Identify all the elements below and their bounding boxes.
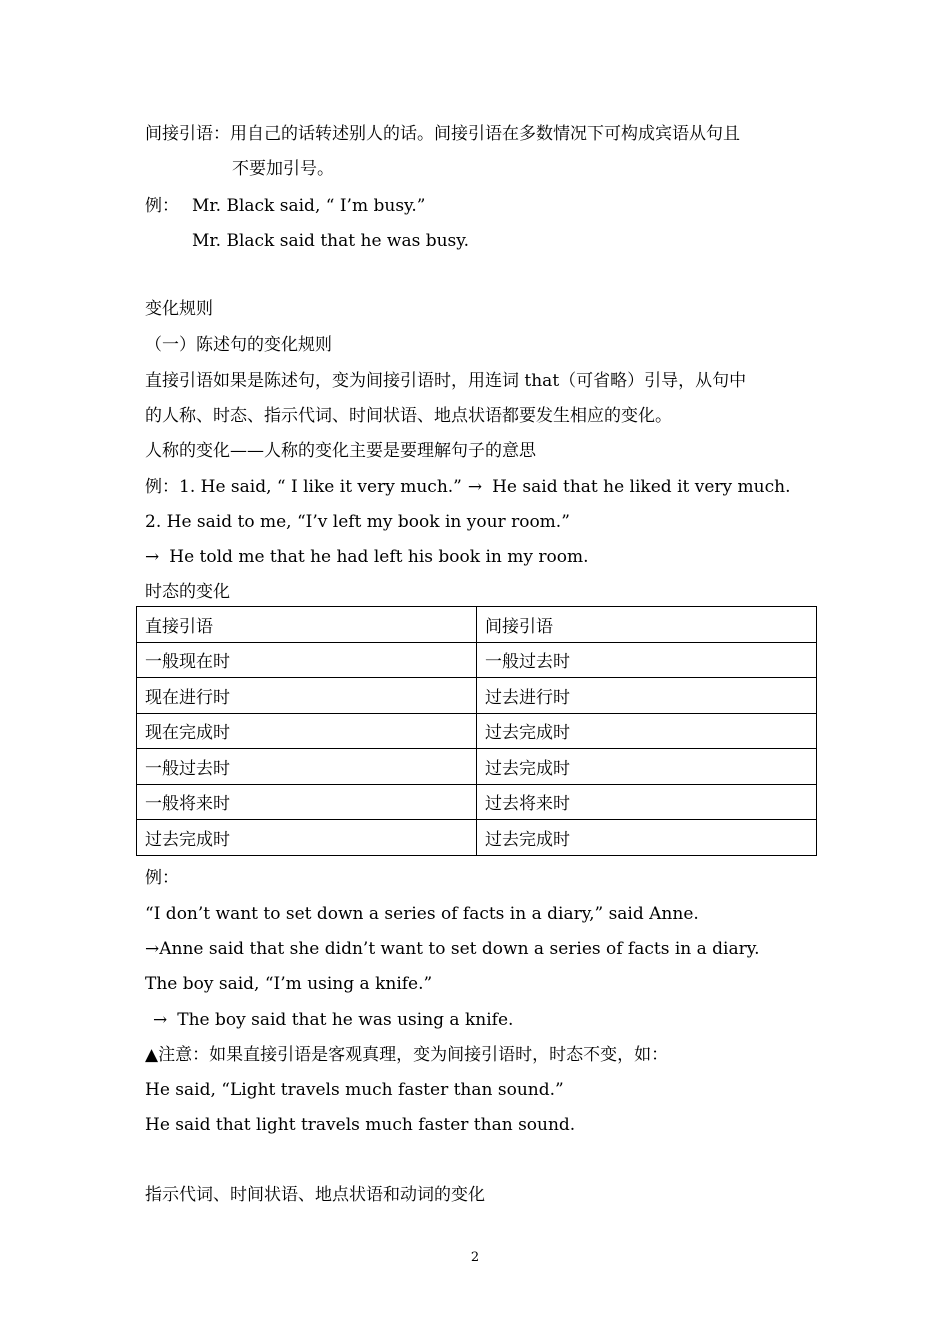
example-light: He said, “Light travels much faster than sound.”	[145, 1080, 564, 1100]
definition-line-1: 间接引语：用自己的话转述别人的话。间接引语在多数情况下可构成宾语从句且	[145, 124, 740, 144]
example-anne-result: Anne said that she didn’t want to set down a series of facts in a diary.	[159, 939, 760, 959]
example-indirect: Mr. Black said that he was busy.	[192, 231, 470, 251]
definition-line-2: 不要加引号。	[232, 159, 334, 179]
person-change-heading: 人称的变化——人称的变化主要是要理解句子的意思	[145, 441, 536, 461]
table-cell: 过去完成时	[477, 749, 817, 785]
table-cell: 一般现在时	[137, 642, 477, 678]
examples-label: 例：	[145, 868, 179, 888]
example-1	[145, 475, 790, 499]
arrow-icon: →	[145, 939, 160, 959]
tense-table	[136, 606, 817, 856]
table-cell: 一般过去时	[137, 749, 477, 785]
table-cell: 过去完成时	[137, 820, 477, 856]
table-cell: 一般过去时	[477, 642, 817, 678]
example-boy-result-line	[145, 1008, 513, 1032]
table-row	[137, 820, 817, 856]
table-cell: 过去将来时	[477, 784, 817, 820]
statement-rules-subheading: （一）陈述句的变化规则	[145, 335, 332, 355]
example-2-result: He told me that he had left his book in my room.	[169, 547, 589, 567]
table-cell: 过去完成时	[477, 820, 817, 856]
example-2-result-line	[145, 545, 588, 569]
example-boy: The boy said, “I’m using a knife.”	[145, 974, 433, 994]
page-number: 2	[470, 1250, 480, 1265]
tense-change-heading: 时态的变化	[145, 582, 230, 602]
table-header-row	[137, 607, 817, 643]
table-header-cell: 间接引语	[477, 607, 817, 643]
table-row	[137, 678, 817, 714]
table-cell: 过去完成时	[477, 713, 817, 749]
next-section-heading: 指示代词、时间状语、地点状语和动词的变化	[145, 1185, 485, 1205]
table-header-cell: 直接引语	[137, 607, 477, 643]
example-anne: “I don’t want to set down a series of facts in a diary,” said Anne.	[145, 904, 699, 924]
table-cell: 一般将来时	[137, 784, 477, 820]
example-1-result: He said that he liked it very much.	[492, 477, 791, 497]
arrow-icon: →	[145, 547, 160, 567]
note-truth: ▲注意：如果直接引语是客观真理，变为间接引语时，时态不变，如：	[145, 1045, 669, 1065]
example-direct: Mr. Black said, “ I’m busy.”	[192, 196, 426, 216]
arrow-icon: →	[153, 1010, 168, 1030]
rules-heading: 变化规则	[145, 299, 213, 319]
example-label: 例：	[145, 196, 179, 216]
table-row	[137, 642, 817, 678]
table-cell: 现在进行时	[137, 678, 477, 714]
table-cell: 过去进行时	[477, 678, 817, 714]
example-2: 2. He said to me, “I’v left my book in your room.”	[145, 512, 570, 532]
table-row	[137, 713, 817, 749]
table-cell: 现在完成时	[137, 713, 477, 749]
rules-paragraph-line-1: 直接引语如果是陈述句，变为间接引语时，用连词 that（可省略）引导，从句中	[145, 371, 747, 391]
example-boy-result: The boy said that he was using a knife.	[177, 1010, 514, 1030]
table-row	[137, 784, 817, 820]
example-1-direct: 例：1. He said, “ I like it very much.”	[145, 477, 462, 497]
rules-paragraph-line-2: 的人称、时态、指示代词、时间状语、地点状语都要发生相应的变化。	[145, 406, 672, 426]
example-light-result: He said that light travels much faster than sound.	[145, 1115, 576, 1135]
example-anne-result-line	[145, 937, 760, 961]
table-row	[137, 749, 817, 785]
arrow-icon: →	[467, 477, 483, 497]
